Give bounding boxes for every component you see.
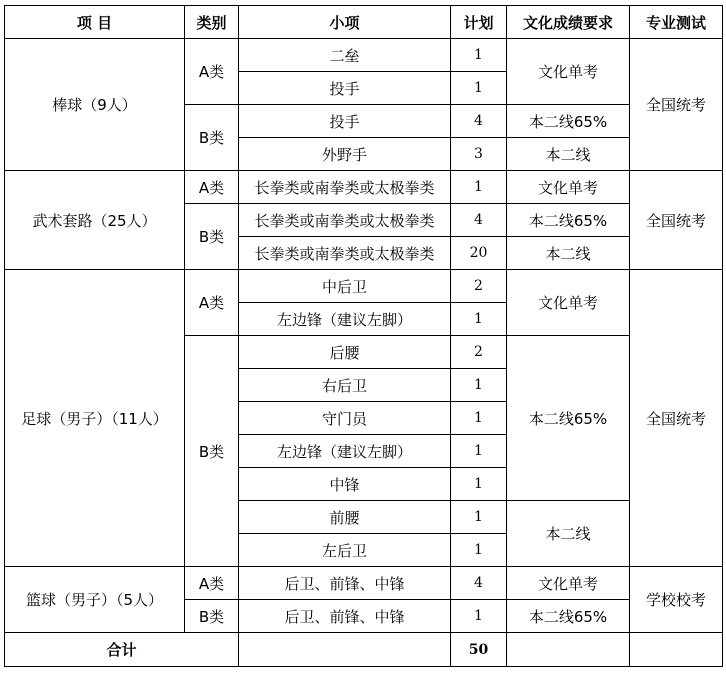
plan-count: 4 (451, 204, 507, 237)
sub-item: 左后卫 (239, 534, 451, 567)
culture-requirement: 文化单考 (507, 171, 630, 204)
plan-count: 1 (451, 369, 507, 402)
sub-item: 后腰 (239, 336, 451, 369)
category-b: B类 (185, 105, 239, 171)
category-b: B类 (185, 336, 239, 567)
header-plan: 计划 (451, 6, 507, 39)
culture-requirement: 文化单考 (507, 567, 630, 600)
total-row (5, 633, 723, 667)
culture-requirement: 文化单考 (507, 270, 630, 336)
plan-count: 1 (451, 600, 507, 633)
culture-requirement: 本二线 (507, 237, 630, 270)
total-empty-cell (630, 633, 723, 667)
plan-count: 1 (451, 435, 507, 468)
category-a: A类 (185, 270, 239, 336)
sub-item: 前腰 (239, 501, 451, 534)
sub-item: 后卫、前锋、中锋 (239, 600, 451, 633)
sub-item: 长拳类或南拳类或太极拳类 (239, 237, 451, 270)
total-empty-cell (239, 633, 451, 667)
plan-count: 1 (451, 303, 507, 336)
category-a: A类 (185, 171, 239, 204)
plan-count: 1 (451, 39, 507, 72)
plan-count: 1 (451, 402, 507, 435)
sub-item: 外野手 (239, 138, 451, 171)
table-row (5, 270, 723, 303)
culture-requirement: 本二线65% (507, 105, 630, 138)
category-b: B类 (185, 600, 239, 633)
professional-test: 全国统考 (630, 39, 723, 171)
category-a: A类 (185, 39, 239, 105)
table-row (5, 567, 723, 600)
sub-item: 中后卫 (239, 270, 451, 303)
plan-count: 3 (451, 138, 507, 171)
header-category: 类别 (185, 6, 239, 39)
table-row (5, 171, 723, 204)
table-row (5, 39, 723, 72)
header-project: 项 目 (5, 6, 185, 39)
professional-test: 全国统考 (630, 270, 723, 567)
culture-requirement: 本二线 (507, 501, 630, 567)
plan-count: 2 (451, 336, 507, 369)
plan-count: 1 (451, 501, 507, 534)
plan-count: 1 (451, 534, 507, 567)
header-sub-item: 小项 (239, 6, 451, 39)
header-professional-test: 专业测试 (630, 6, 723, 39)
plan-count: 1 (451, 171, 507, 204)
project-baseball: 棒球（9人） (5, 39, 185, 171)
category-a: A类 (185, 567, 239, 600)
plan-count: 4 (451, 105, 507, 138)
culture-requirement: 本二线65% (507, 600, 630, 633)
project-basketball: 篮球（男子）（5人） (5, 567, 185, 633)
culture-requirement: 本二线 (507, 138, 630, 171)
sub-item: 守门员 (239, 402, 451, 435)
plan-count: 2 (451, 270, 507, 303)
plan-count: 1 (451, 468, 507, 501)
culture-requirement: 本二线65% (507, 204, 630, 237)
header-row (5, 6, 723, 39)
culture-requirement: 本二线65% (507, 336, 630, 501)
total-empty-cell (507, 633, 630, 667)
sub-item: 后卫、前锋、中锋 (239, 567, 451, 600)
sub-item: 二垒 (239, 39, 451, 72)
project-wushu: 武术套路（25人） (5, 171, 185, 270)
professional-test: 全国统考 (630, 171, 723, 270)
sub-item: 长拳类或南拳类或太极拳类 (239, 171, 451, 204)
sub-item: 左边锋（建议左脚） (239, 435, 451, 468)
project-football: 足球（男子）（11人） (5, 270, 185, 567)
sub-item: 长拳类或南拳类或太极拳类 (239, 204, 451, 237)
header-culture-requirement: 文化成绩要求 (507, 6, 630, 39)
plan-count: 4 (451, 567, 507, 600)
plan-count: 1 (451, 72, 507, 105)
culture-requirement: 文化单考 (507, 39, 630, 105)
category-b: B类 (185, 204, 239, 270)
sub-item: 左边锋（建议左脚） (239, 303, 451, 336)
sub-item: 右后卫 (239, 369, 451, 402)
total-label: 合计 (5, 633, 239, 667)
sub-item: 中锋 (239, 468, 451, 501)
professional-test: 学校校考 (630, 567, 723, 633)
sub-item: 投手 (239, 72, 451, 105)
sub-item: 投手 (239, 105, 451, 138)
enrollment-plan-table (4, 5, 723, 667)
total-plan: 50 (451, 633, 507, 667)
plan-count: 20 (451, 237, 507, 270)
